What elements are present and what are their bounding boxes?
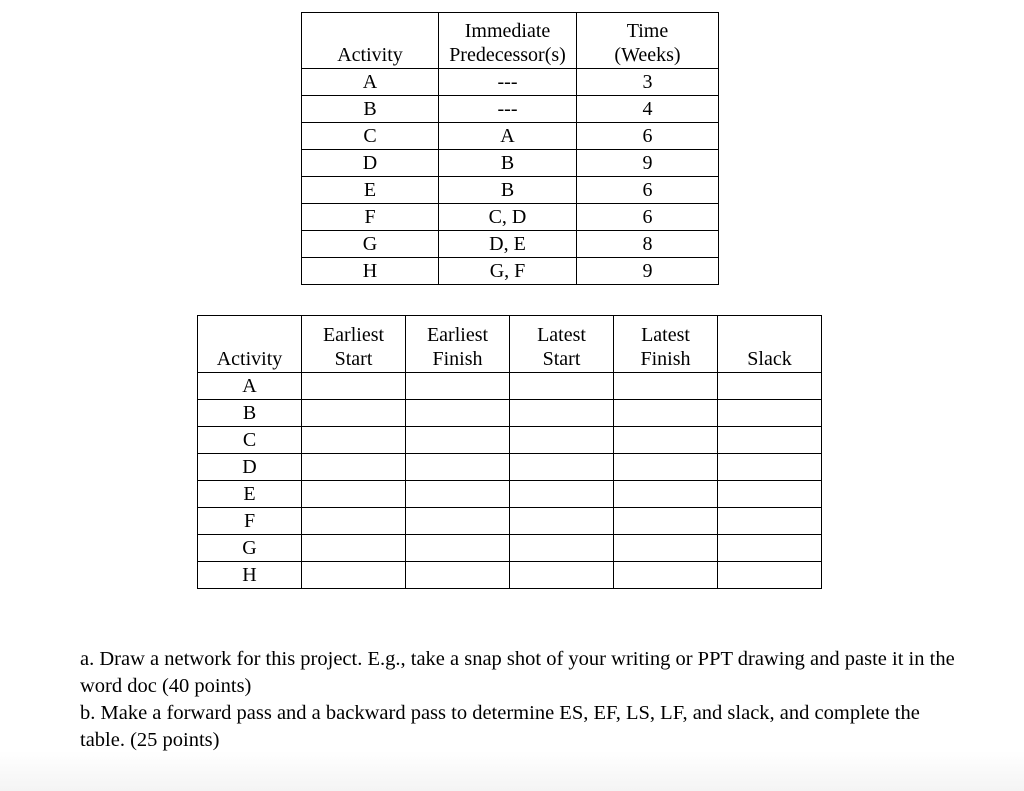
es-cell[interactable] bbox=[302, 508, 406, 535]
time-cell: 9 bbox=[577, 258, 719, 285]
table-row bbox=[302, 231, 719, 258]
table-row bbox=[198, 427, 822, 454]
activity-cell: D bbox=[302, 150, 439, 177]
es-cell[interactable] bbox=[302, 373, 406, 400]
slack-cell[interactable] bbox=[718, 373, 822, 400]
ls-cell[interactable] bbox=[510, 373, 614, 400]
table-row bbox=[302, 150, 719, 177]
predecessor-cell: --- bbox=[439, 69, 577, 96]
ls-cell[interactable] bbox=[510, 562, 614, 589]
table-row bbox=[198, 562, 822, 589]
ef-cell[interactable] bbox=[406, 535, 510, 562]
ef-cell[interactable] bbox=[406, 481, 510, 508]
table-row bbox=[302, 123, 719, 150]
ef-cell[interactable] bbox=[406, 427, 510, 454]
lf-cell[interactable] bbox=[614, 508, 718, 535]
header-latest-start: Latest Start bbox=[510, 316, 614, 373]
predecessor-cell: A bbox=[439, 123, 577, 150]
time-cell: 9 bbox=[577, 150, 719, 177]
ef-cell[interactable] bbox=[406, 454, 510, 481]
question-b: b. Make a forward pass and a backward pass to determine ES, EF, LS, LF, and slack, and complete the table. (25 points) bbox=[80, 702, 920, 751]
header-immediate-predecessors: Immediate Predecessor(s) bbox=[439, 13, 577, 69]
header-earliest-start: Earliest Start bbox=[302, 316, 406, 373]
es-cell[interactable] bbox=[302, 481, 406, 508]
time-cell: 6 bbox=[577, 204, 719, 231]
es-cell[interactable] bbox=[302, 454, 406, 481]
table-row bbox=[198, 454, 822, 481]
header-slack: Slack bbox=[718, 316, 822, 373]
slack-cell[interactable] bbox=[718, 427, 822, 454]
ef-cell[interactable] bbox=[406, 373, 510, 400]
activity-cell: A bbox=[198, 373, 302, 400]
ls-cell[interactable] bbox=[510, 427, 614, 454]
slack-cell[interactable] bbox=[718, 454, 822, 481]
slack-cell[interactable] bbox=[718, 400, 822, 427]
table-row bbox=[302, 69, 719, 96]
time-cell: 8 bbox=[577, 231, 719, 258]
schedule-table bbox=[197, 315, 822, 589]
question-a: a. Draw a network for this project. E.g., take a snap shot of your writing or PPT drawing and paste it in the word doc (40 points) bbox=[80, 648, 955, 697]
predecessor-cell: G, F bbox=[439, 258, 577, 285]
es-cell[interactable] bbox=[302, 400, 406, 427]
time-cell: 6 bbox=[577, 177, 719, 204]
lf-cell[interactable] bbox=[614, 427, 718, 454]
table-row bbox=[302, 258, 719, 285]
activity-cell: B bbox=[198, 400, 302, 427]
table-row bbox=[302, 96, 719, 123]
predecessor-cell: B bbox=[439, 177, 577, 204]
slack-cell[interactable] bbox=[718, 481, 822, 508]
header-activity: Activity bbox=[198, 316, 302, 373]
slack-cell[interactable] bbox=[718, 535, 822, 562]
time-cell: 6 bbox=[577, 123, 719, 150]
activity-cell: H bbox=[302, 258, 439, 285]
ls-cell[interactable] bbox=[510, 508, 614, 535]
table-row bbox=[198, 400, 822, 427]
ef-cell[interactable] bbox=[406, 400, 510, 427]
ls-cell[interactable] bbox=[510, 481, 614, 508]
ls-cell[interactable] bbox=[510, 454, 614, 481]
lf-cell[interactable] bbox=[614, 535, 718, 562]
time-cell: 4 bbox=[577, 96, 719, 123]
header-activity: Activity bbox=[302, 13, 439, 69]
table-row bbox=[198, 535, 822, 562]
predecessor-cell: B bbox=[439, 150, 577, 177]
slack-cell[interactable] bbox=[718, 562, 822, 589]
activity-cell: H bbox=[198, 562, 302, 589]
lf-cell[interactable] bbox=[614, 454, 718, 481]
predecessor-cell: D, E bbox=[439, 231, 577, 258]
activity-cell: A bbox=[302, 69, 439, 96]
ls-cell[interactable] bbox=[510, 400, 614, 427]
activity-cell: B bbox=[302, 96, 439, 123]
activity-cell: E bbox=[302, 177, 439, 204]
activity-cell: C bbox=[198, 427, 302, 454]
lf-cell[interactable] bbox=[614, 562, 718, 589]
activity-cell: F bbox=[302, 204, 439, 231]
time-cell: 3 bbox=[577, 69, 719, 96]
es-cell[interactable] bbox=[302, 535, 406, 562]
es-cell[interactable] bbox=[302, 427, 406, 454]
activity-cell: F bbox=[198, 508, 302, 535]
lf-cell[interactable] bbox=[614, 481, 718, 508]
activity-cell: D bbox=[198, 454, 302, 481]
predecessor-cell: C, D bbox=[439, 204, 577, 231]
header-earliest-finish: Earliest Finish bbox=[406, 316, 510, 373]
table-row bbox=[198, 508, 822, 535]
table-row bbox=[198, 481, 822, 508]
ls-cell[interactable] bbox=[510, 535, 614, 562]
ef-cell[interactable] bbox=[406, 508, 510, 535]
slack-cell[interactable] bbox=[718, 508, 822, 535]
predecessor-cell: --- bbox=[439, 96, 577, 123]
activity-cell: C bbox=[302, 123, 439, 150]
table-row bbox=[198, 373, 822, 400]
activity-predecessor-table bbox=[301, 12, 719, 285]
activity-cell: G bbox=[198, 535, 302, 562]
lf-cell[interactable] bbox=[614, 373, 718, 400]
header-time-weeks: Time (Weeks) bbox=[577, 13, 719, 69]
es-cell[interactable] bbox=[302, 562, 406, 589]
table-row bbox=[302, 204, 719, 231]
activity-cell: E bbox=[198, 481, 302, 508]
ef-cell[interactable] bbox=[406, 562, 510, 589]
activity-cell: G bbox=[302, 231, 439, 258]
header-latest-finish: Latest Finish bbox=[614, 316, 718, 373]
lf-cell[interactable] bbox=[614, 400, 718, 427]
page-bottom-shade bbox=[0, 751, 1024, 791]
table-row bbox=[302, 177, 719, 204]
